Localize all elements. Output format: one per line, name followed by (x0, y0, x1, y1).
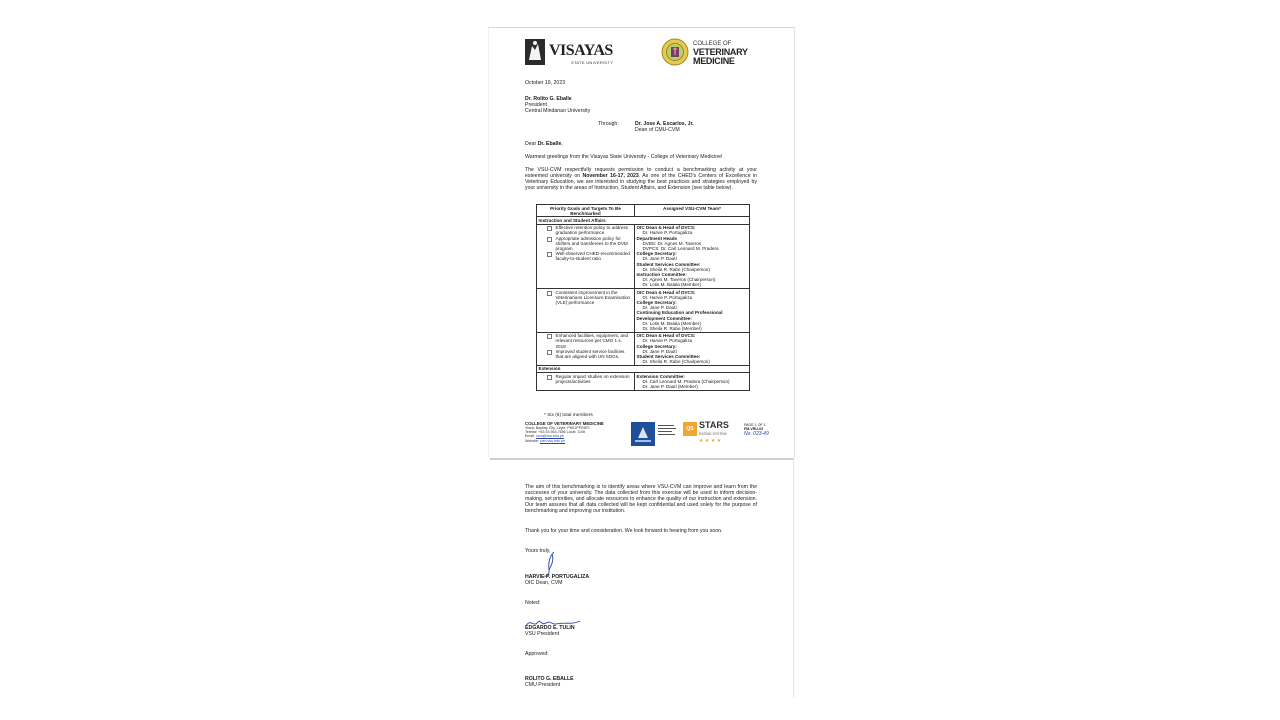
signer1-name: HARVIE P. PORTUGALIZA (525, 574, 590, 580)
recipient-title: President (525, 102, 547, 108)
benchmark-table (536, 204, 750, 391)
signer1-title: OIC Dean, CVM (525, 580, 563, 586)
goal-item: Consistent improvement in the Veterinarians Licensure Examination (VLE) performance (539, 290, 633, 306)
footer-telefax: Telefax: +63 53 563-7656 Local: 1108 (525, 430, 585, 435)
footer-email: Email: cvm@vsu.edu.ph (525, 434, 564, 439)
team-heading: Department Heads (636, 235, 678, 241)
certification-text-icon (657, 423, 679, 441)
checkbox-icon (547, 350, 552, 355)
cvm-logo-line2: VETERINARY (693, 47, 748, 57)
team-member: DVPCS: Dr. Carl Leonard M. Pradera (642, 245, 719, 251)
table-row (537, 289, 750, 333)
team-heading: College Secretary: (636, 343, 677, 349)
team-member: Dr. Jane P. Dautl (642, 348, 677, 354)
cvm-logo-line3: MEDICINE (693, 56, 735, 66)
team-member: Dr. Sheila R. Rabe (Chairperson) (642, 359, 710, 365)
certification-text (657, 423, 679, 446)
team-cell (634, 332, 749, 365)
goal-item: Regular impact studies on extension projects/activities (539, 374, 633, 384)
table-header-team: Assigned VSU-CVM Team* (634, 205, 749, 217)
team-heading: Extension Committee: (636, 373, 685, 379)
team-heading: Student Services Committee: (636, 353, 701, 359)
greeting-line: Warmest greetings from the Visayas State University - College of Veterinary Medicine! (525, 154, 723, 160)
goals-cell (537, 289, 635, 333)
stars-rating-icon: QS (683, 422, 697, 436)
team-member: Dr. Agnes M. Taveros (Chairperson) (642, 277, 716, 283)
through-label: Through: (598, 121, 619, 127)
table-row (537, 224, 750, 288)
checkbox-icon (547, 237, 552, 242)
letter-date: October 19, 2023 (525, 80, 566, 86)
page-label: PAGE 1 OF 1 (744, 423, 766, 427)
team-member: DVBS: Dr. Agnes M. Taveros (642, 240, 702, 246)
goals-cell (537, 373, 635, 391)
letter-page-2 (490, 458, 794, 698)
through-title: Dean of CMU-CVM (635, 127, 680, 133)
goal-item: Improved student service facilities that are aligned with UN SDGs. (539, 349, 633, 359)
control-number: No. 023-49 (744, 431, 769, 438)
team-member: Dr. Harvie P. Portugaliza (642, 230, 693, 236)
goals-cell (537, 332, 635, 365)
letter-page-1 (488, 27, 795, 458)
salutation: Dear Dr. Eballe, (525, 141, 563, 147)
recipient-org: Central Mindanao University (525, 108, 591, 114)
goal-item: Enhanced facilities, equipment, and relevant resources per CMO 1 s. 2018 (539, 333, 633, 349)
footer-college-name: COLLEGE OF VETERINARY MEDICINE (525, 421, 604, 426)
goal-item: Well-observed CHED-recommended faculty-to-student ratio (539, 251, 633, 261)
stars-label: STARS (699, 420, 729, 430)
recipient-name: Dr. Rolito G. Eballe (525, 96, 572, 102)
team-member: Dr. Sheila R. Rabe (Chairperson) (642, 266, 710, 272)
team-member: Dr. Jane P. Dautl (Member) (642, 384, 698, 389)
checkbox-icon (547, 252, 552, 257)
team-member: Dr. Lotis M. Balala (Member) (642, 320, 701, 326)
checkbox-icon (547, 375, 552, 380)
vsu-emblem-icon (524, 38, 546, 66)
table-header-goals: Priority Goals and Targets To Be Benchmarked (537, 205, 635, 217)
approved-label: Approved: (525, 651, 549, 657)
team-cell (634, 373, 749, 391)
cvm-logo-line1: COLLEGE OF (693, 41, 732, 47)
team-heading: OIC Dean & Head of DVCS: (636, 333, 696, 339)
body-paragraph: The VSU-CVM respectfully requests permission to conduct a benchmarking activity at your esteemed university on November 16-17, 2023. As one of the CHED's Centers of Excellence in Veterinary Education, we are interested in studying the best practices and strategies employed by your university in the areas of Instruction, Student Affairs, and Extension (see table below). (525, 167, 757, 192)
table-footnote: * Six (6) total members (544, 413, 593, 418)
benchmark-dates: November 16-17, 2023 (582, 173, 639, 180)
team-heading: Instruction Committee: (636, 271, 687, 277)
section-extension: Extension (537, 365, 750, 372)
form-code: FM-VRU-03 (744, 427, 764, 432)
team-heading: OIC Dean & Head of DVCS: (636, 289, 696, 295)
form-control-block (744, 423, 769, 438)
salutation-name: Dr. Eballe (537, 141, 562, 147)
signer3-title: CMU President (525, 682, 561, 688)
signer2-title: VSU President (525, 631, 560, 637)
team-member: Dr. Harvie P. Portugaliza (642, 294, 693, 300)
footer-address (525, 421, 625, 443)
website-link[interactable]: cvm.vsu.edu.ph (539, 438, 566, 443)
team-member: Dr. Sheila R. Rabe (Member) (642, 325, 702, 331)
thank-you-line: Thank you for your time and consideration. We look forward to hearing from you soon. (525, 528, 723, 534)
team-cell (634, 289, 749, 333)
email-link[interactable]: cvm@vsu.edu.ph (535, 434, 564, 439)
team-member: Dr. Lotis M. Balala (Member) (642, 282, 701, 288)
goal-item: Effective retention policy to address graduation performance (539, 225, 633, 235)
table-row (537, 332, 750, 365)
noted-label: Noted: (525, 600, 541, 606)
closing-phrase: Yours truly, (525, 548, 551, 554)
table-row (537, 373, 750, 391)
stars-subtitle: RATING SYSTEM (699, 432, 727, 436)
through-name: Dr. Jose A. Escarlos, Jr. (635, 121, 694, 127)
team-member: Dr. Jane P. Dautl (642, 305, 677, 311)
team-heading: OIC Dean & Head of DVCS: (636, 225, 696, 231)
cvm-logo (661, 38, 761, 68)
signer2-name: EDGARDO E. TULIN (525, 625, 575, 631)
goals-cell (537, 224, 635, 288)
goal-item: Appropriate admission policy for shifters and transferees to the DVM program (539, 236, 633, 252)
checkbox-icon (547, 226, 552, 231)
cvm-seal-icon (661, 38, 689, 66)
star-rating-icon: ★ ★ ★ ★ (699, 438, 722, 444)
closing-paragraph: The aim of this benchmarking is to identify areas where VSU-CVM can improve and learn from the successes of your university. The data collected from this exercise will be used to inform decision-making, set priorities, and allocate resources to enhance the quality of our instruction and extension. Our team assures that all data collected will be kept confidential and used solely for the purpose of benchmarking and improving our institution. (525, 484, 757, 515)
footer-address-line: Visca, Baybay City, Leyte, PHILIPPINES (525, 426, 590, 430)
signer3-name: ROLITO G. EBALLE (525, 676, 574, 682)
vsu-logo-name: VISAYAS (549, 42, 613, 59)
vsu-logo-subtitle: STATE UNIVERSITY (571, 60, 614, 65)
vsu-logo (524, 38, 619, 68)
checkbox-icon (547, 334, 552, 339)
certification-badge-icon (631, 422, 655, 446)
section-instruction: Instruction and Student Affairs (537, 217, 750, 224)
team-member: Dr. Carl Leonard M. Pradera (Chairperson) (642, 378, 730, 384)
team-heading: College Secretary: (636, 299, 677, 305)
team-heading: Continuing Education and Professional Development Committee: (636, 310, 723, 321)
team-heading: College Secretary: (636, 251, 677, 257)
team-member: Dr. Jane P. Dautl (642, 256, 677, 262)
checkbox-icon (547, 291, 552, 296)
team-member: Dr. Harvie P. Portugaliza (642, 338, 693, 344)
footer-website: Website: cvm.vsu.edu.ph (525, 438, 566, 443)
team-heading: Student Services Committee: (636, 261, 701, 267)
team-cell (634, 224, 749, 288)
